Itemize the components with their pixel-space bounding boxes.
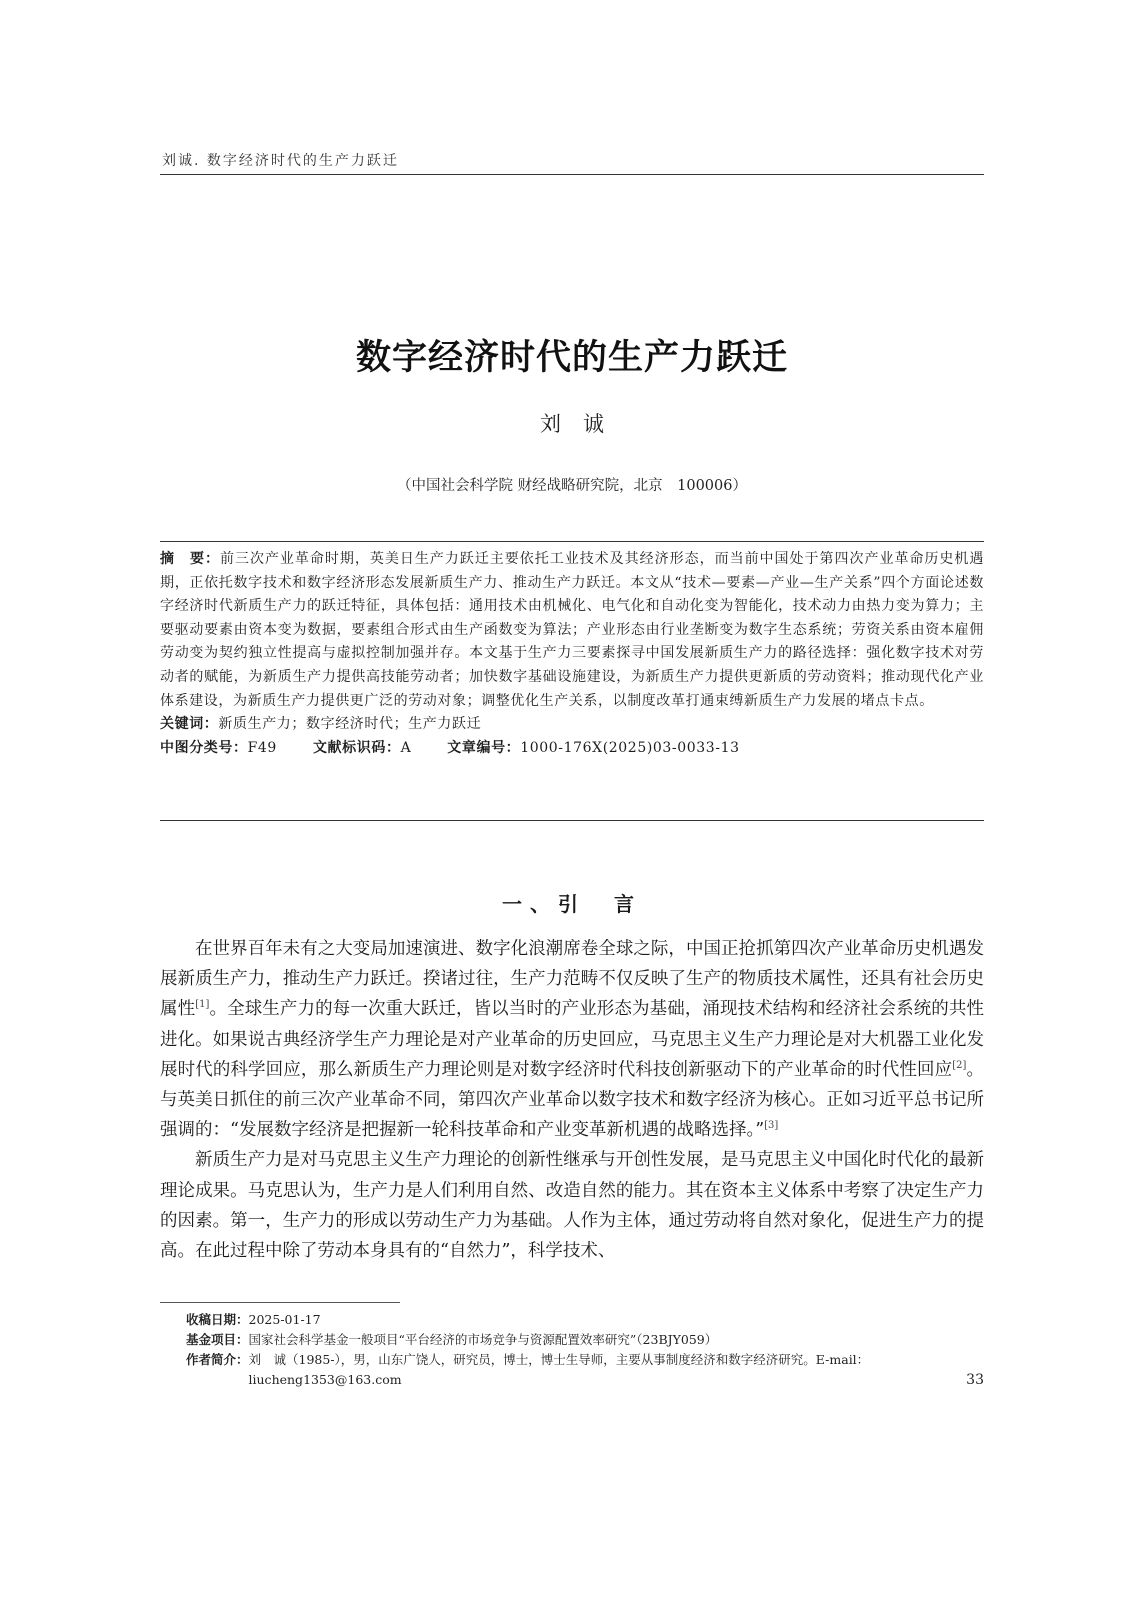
footnotes bbox=[186, 1310, 986, 1390]
doc-code-label: 文献标识码： bbox=[312, 739, 401, 756]
abstract-paragraph bbox=[160, 548, 984, 713]
author-name: 刘诚 bbox=[540, 412, 626, 436]
keywords-label: 关键词： bbox=[160, 716, 219, 733]
article-no-label: 文章编号： bbox=[447, 739, 521, 756]
keywords-line bbox=[160, 713, 984, 737]
doc-code-value: A bbox=[400, 739, 412, 756]
article-title: 数字经济时代的生产力跃迁 bbox=[355, 338, 788, 378]
body-paragraph-1-part-3: 。与英美日抓住的前三次产业革命不同，第四次产业革命以数字技术和数字经济为核心。正如习近平总书记所强调的：“发展数字经济是把握新一轮科技革命和产业变革新机遇的战略选择。” bbox=[160, 1059, 985, 1141]
abstract-bottom-rule bbox=[160, 820, 984, 821]
citation-ref-3[interactable]: [3] bbox=[764, 1120, 779, 1132]
body-text bbox=[160, 934, 984, 1266]
abstract-label: 摘 要： bbox=[160, 551, 220, 567]
received-date-note bbox=[186, 1310, 986, 1330]
section-heading: 一、引 言 bbox=[502, 892, 642, 916]
clc-label: 中图分类号： bbox=[160, 739, 248, 756]
received-value: 2025-01-17 bbox=[248, 1312, 321, 1327]
body-paragraph-2: 新质生产力是对马克思主义生产力理论的创新性继承与开创性发展，是马克思主义中国化时代化的最新理论成果。马克思认为，生产力是人们利用自然、改造自然的能力。其在资本主义体系中考察了决定生产力的因素。第一，生产力的形成以劳动生产力为基础。人作为主体，通过劳动将自然对象化，促进生产力的提高。在此过程中除了劳动本身具有的“自然力”，科学技术、 bbox=[160, 1150, 984, 1262]
body-paragraph-1-part-2: 。全球生产力的每一次重大跃迁，皆以当时的产业形态为基础，涌现技术结构和经济社会系统的共性进化。如果说古典经济学生产力理论是对产业革命的历史回应，马克思主义生产力理论是对大机器工业化发展时代的科学回应，那么新质生产力理论则是对数字经济时代科技创新驱动下的产业革命的时代性回应 bbox=[160, 999, 985, 1080]
classification-line bbox=[160, 737, 984, 761]
citation-ref-2[interactable]: [2] bbox=[952, 1059, 967, 1071]
running-head-rule bbox=[160, 174, 984, 175]
citation-ref-1[interactable]: [1] bbox=[195, 999, 210, 1011]
body-paragraph-1 bbox=[160, 934, 984, 1145]
author-affiliation: （中国社会科学院 财经战略研究院，北京 100006） bbox=[397, 478, 747, 494]
clc-value: F49 bbox=[247, 739, 277, 756]
author-bio-note bbox=[186, 1350, 986, 1390]
article-no-value: 1000-176X(2025)03-0033-13 bbox=[520, 739, 740, 756]
body-paragraph-1-part-1: 在世界百年未有之大变局加速演进、数字化浪潮席卷全球之际，中国正抢抓第四次产业革命历史机遇发展新质生产力，推动生产力跃迁。揆诸过往，生产力范畴不仅反映了生产的物质技术属性，还具有社会历史属性 bbox=[160, 939, 984, 1020]
bio-value: 刘 诚（1985-），男，山东广饶人，研究员，博士，博士生导师，主要从事制度经济和数字经济研究。E-mail：liucheng1353@163.com bbox=[248, 1352, 870, 1387]
page-number: 33 bbox=[966, 1372, 984, 1388]
abstract-top-rule bbox=[160, 541, 984, 542]
abstract-block bbox=[160, 548, 984, 760]
fund-label: 基金项目： bbox=[186, 1332, 249, 1347]
fund-note bbox=[186, 1330, 986, 1350]
footnote-rule bbox=[160, 1302, 400, 1303]
received-label: 收稿日期： bbox=[186, 1312, 249, 1327]
bio-label: 作者简介： bbox=[186, 1352, 249, 1367]
running-head: 刘诚. 数字经济时代的生产力跃迁 bbox=[162, 153, 399, 169]
keywords-text: 新质生产力；数字经济时代；生产力跃迁 bbox=[218, 716, 482, 733]
abstract-text: 前三次产业革命时期，英美日生产力跃迁主要依托工业技术及其经济形态，而当前中国处于第四次产业革命历史机遇期，正依托数字技术和数字经济形态发展新质生产力、推动生产力跃迁。本文从“技术—要素—产业—生产关系”四个方面论述数字经济时代新质生产力的跃迁特征，具体包括：通用技术由机械化、电气化和自动化变为智能化，技术动力由热力变为算力；主要驱动要素由资本变为数据，要素组合形式由生产函数变为算法；产业形态由行业垄断变为数字生态系统；劳资关系由资本雇佣劳动变为契约独立性提高与虚拟控制加强并存。本文基于生产力三要素探寻中国发展新质生产力的路径选择：强化数字技术对劳动者的赋能，为新质生产力提供高技能劳动者；加快数字基础设施建设，为新质生产力提供更新质的劳动资料；推动现代化产业体系建设，为新质生产力提供更广泛的劳动对象；调整优化生产关系，以制度改革打通束缚新质生产力发展的堵点卡点。 bbox=[160, 551, 984, 709]
fund-value: 国家社会科学基金一般项目“平台经济的市场竞争与资源配置效率研究”（23BJY059） bbox=[248, 1332, 718, 1347]
